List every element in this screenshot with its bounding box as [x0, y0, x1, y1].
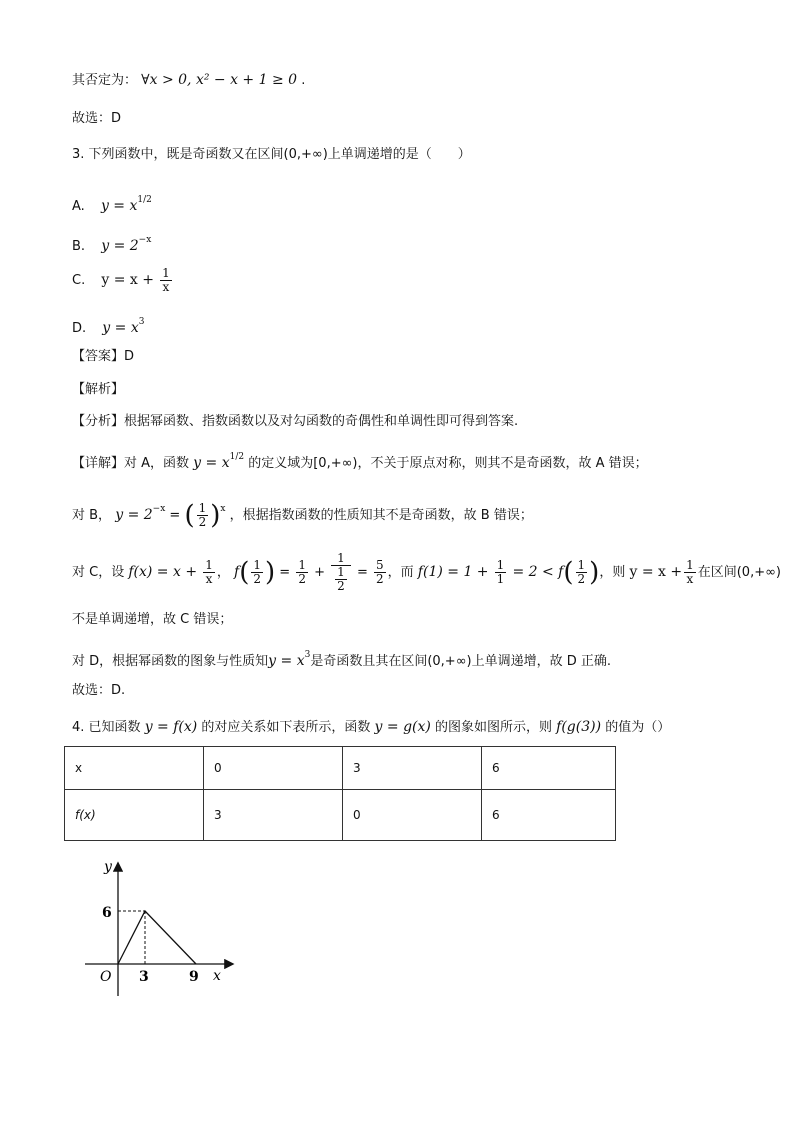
detail-b-line: 对 B， $y = 2^{-x}$ = ( $\frac{1}{2}$ )$^x$ ，根据指数函数的性质知其不是奇函数，故 B 错误； [72, 500, 533, 531]
q4-math-1: y = f(x) [144, 719, 198, 735]
q4-text-2: 的对应关系如下表所示，函数 [201, 720, 371, 735]
y-tick-label: 6 [102, 905, 112, 921]
negation-prefix: 其否定为： [72, 73, 138, 88]
detail-d-text-2: 是奇函数且其在区间(0,+∞)上单调递增，故 D 正确. [310, 654, 612, 669]
detail-c-f: f [234, 564, 240, 580]
analysis-heading: 【解析】 [72, 382, 125, 397]
option-c [72, 265, 174, 296]
detail-c-interval: 在区间(0,+∞) [697, 565, 782, 580]
detail-b-fraction: $\frac{1}{2}$ [198, 501, 207, 529]
answer-line: 【答案】D [72, 349, 135, 364]
table-cell: 0 [204, 747, 343, 790]
option-c-label: C. [72, 273, 86, 288]
detail-b-power: x [220, 504, 226, 514]
table-cell: x [65, 747, 204, 790]
option-a-label: A. [72, 199, 85, 214]
detail-a-text-2: 的定义域为[0,+∞)，不关于原点对称，则其不是奇函数，故 A 错误； [248, 456, 648, 471]
detail-c-eq2: = [356, 565, 368, 580]
option-a-math: y = x [100, 198, 138, 214]
y-axis-label: y [104, 859, 112, 875]
detail-d-line [72, 645, 611, 672]
table-row [65, 747, 616, 790]
detail-c-text: 对 C，设 [72, 565, 125, 580]
detail-c-eq: = [279, 565, 291, 580]
option-b-exponent: −x [138, 235, 152, 245]
option-c-fraction: $\frac{1}{x}$ [162, 266, 170, 294]
choose-line-2: 故选：D. [72, 683, 126, 698]
detail-b-math: y = 2 [115, 507, 153, 523]
option-d [72, 312, 144, 339]
q4-text-1: 4. 已知函数 [72, 720, 141, 735]
question-4 [72, 717, 670, 738]
option-b [72, 230, 151, 257]
graph-line [118, 911, 196, 964]
detail-c-f1: f(1) = 1 + [417, 564, 489, 580]
detail-c-y: y = x + [629, 564, 683, 580]
table-cell: 0 [343, 790, 482, 841]
question-3: 3. 下列函数中，既是奇函数又在区间(0,+∞)上单调递增的是（ ） [72, 147, 471, 162]
option-a-exponent: 1/2 [137, 195, 152, 205]
table-row [65, 790, 616, 841]
detail-c-then: ，则 [599, 565, 626, 580]
table-cell: 3 [343, 747, 482, 790]
detail-c-ineq: = 2 < f [512, 564, 564, 580]
detail-d-exponent: 3 [304, 650, 311, 660]
detail-a-line [72, 447, 648, 474]
negation-line [72, 70, 305, 91]
function-graph [80, 854, 240, 1004]
x-tick-label: 9 [189, 969, 199, 985]
table-cell: 6 [482, 790, 616, 841]
negation-math: ∀x > 0, x² − x + 1 ≥ 0 [141, 72, 298, 88]
table-cell: f(x) [65, 790, 204, 841]
detail-c-while: ，而 [387, 565, 414, 580]
detail-d-text: 对 D，根据幂函数的图象与性质知 [72, 654, 269, 669]
option-a [72, 190, 152, 217]
detail-b-text-2: ，根据指数函数的性质知其不是奇函数，故 B 错误； [229, 508, 533, 523]
detail-c-fx: f(x) = x + [128, 564, 198, 580]
negation-end: . [301, 73, 306, 88]
table-cell: 3 [204, 790, 343, 841]
detail-b-exponent: −x [152, 504, 166, 514]
detail-c-line: 对 C，设 f(x) = x + $\frac{1}{x}$ ， f( $\frac{1}{2}$ ) = $\frac{1}{2}$ + $\frac{1}{\frac{1}{2}}$ = $\frac{5}{2}$ ，而 f(1) = 1 + $\frac{1}{1}$ = 2 < f( $\frac{1}{2}$ )，则 y = x + $\frac{1}{x}$ 在区间(0,+∞) [72, 551, 782, 593]
detail-c-plus: + [314, 565, 326, 580]
x-tick-label: 3 [139, 969, 149, 985]
detail-b-eq: = [169, 508, 181, 523]
origin-label: O [100, 969, 112, 985]
x-axis-label: x [213, 968, 221, 984]
detail-a-exponent: 1/2 [229, 452, 245, 462]
q4-text-3: 的图象如图所示，则 [435, 720, 553, 735]
table-cell: 6 [482, 747, 616, 790]
choose-line-1: 故选：D [72, 111, 122, 126]
option-b-math: y = 2 [101, 238, 139, 254]
detail-a-math: y = x [193, 455, 230, 471]
detail-c-continuation: 不是单调递增，故 C 错误； [72, 612, 233, 627]
q4-math-3: f(g(3)) [556, 719, 602, 735]
q4-text-4: 的值为（） [605, 720, 671, 735]
option-b-label: B. [72, 239, 86, 254]
detail-d-math: y = x [268, 653, 305, 669]
detail-b-text: 对 B， [72, 508, 112, 523]
detail-a-text: 【详解】对 A，函数 [72, 456, 190, 471]
option-d-math: y = x [102, 320, 139, 336]
fenxi-line: 【分析】根据幂函数、指数函数以及对勾函数的奇偶性和单调性即可得到答案. [72, 414, 519, 429]
option-c-math: y = x + [101, 272, 154, 288]
detail-c-comma: ， [216, 565, 230, 580]
option-d-exponent: 3 [138, 317, 145, 327]
option-d-label: D. [72, 321, 87, 336]
q4-math-2: y = g(x) [374, 719, 431, 735]
function-table [64, 746, 616, 841]
